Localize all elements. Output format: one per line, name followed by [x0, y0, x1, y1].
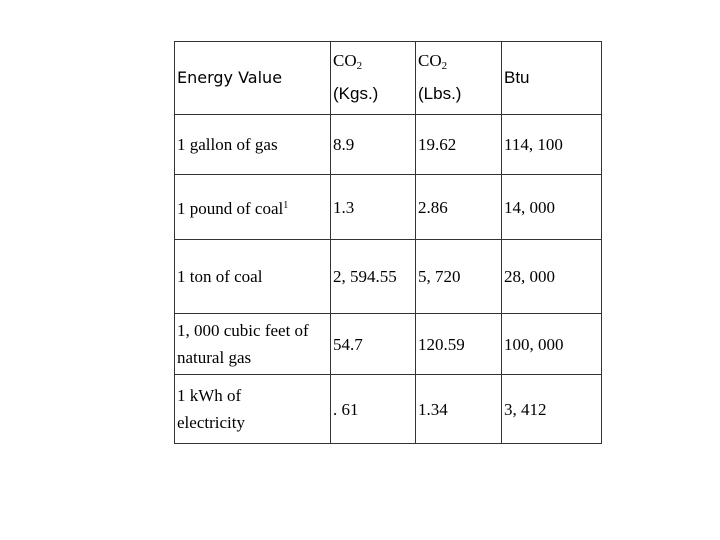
table-row	[175, 314, 602, 375]
header-energy-value	[175, 42, 331, 115]
row-co2-kgs: 2, 594.55	[331, 240, 416, 314]
row-label: 1 kWh of electricity	[175, 375, 331, 444]
energy-co2-table	[174, 41, 602, 444]
header-co2-kgs-unit: (Kgs.)	[333, 83, 379, 103]
row-label: 1, 000 cubic feet of natural gas	[175, 314, 331, 375]
row-co2-lbs: 5, 720	[416, 240, 502, 314]
header-btu-label: Btu	[504, 68, 530, 87]
row-co2-kgs: 8.9	[331, 115, 416, 175]
row-label: 1 pound of coal$^1$	[175, 175, 331, 240]
row-btu: 100, 000	[502, 314, 602, 375]
row-label: 1 gallon of gas	[175, 115, 331, 175]
table-row	[175, 115, 602, 175]
table-header-row	[175, 42, 602, 115]
row-label: 1 ton of coal	[175, 240, 331, 314]
row-btu: 3, 412	[502, 375, 602, 444]
header-co2-kgs-label: CO	[333, 50, 357, 70]
header-co2-lbs	[416, 42, 502, 115]
row-btu: 28, 000	[502, 240, 602, 314]
table-row	[175, 240, 602, 314]
header-co2-lbs-unit: (Lbs.)	[418, 83, 462, 103]
header-co2-kgs	[331, 42, 416, 115]
row-co2-lbs: 19.62	[416, 115, 502, 175]
row-btu: 14, 000	[502, 175, 602, 240]
row-co2-lbs: 2.86	[416, 175, 502, 240]
row-co2-lbs: 120.59	[416, 314, 502, 375]
header-co2-kgs-subscript: 2	[356, 59, 363, 72]
row-btu: 114, 100	[502, 115, 602, 175]
row-co2-kgs: 1.3	[331, 175, 416, 240]
header-co2-lbs-subscript: 2	[441, 59, 448, 72]
header-co2-lbs-label: CO	[418, 50, 442, 70]
header-btu	[502, 42, 602, 115]
footnote-marker: 1	[283, 200, 289, 211]
header-energy-value-label: Energy Value	[177, 68, 283, 87]
row-co2-kgs: 54.7	[331, 314, 416, 375]
row-co2-lbs: 1.34	[416, 375, 502, 444]
table-row	[175, 375, 602, 444]
row-co2-kgs: . 61	[331, 375, 416, 444]
table-row	[175, 175, 602, 240]
